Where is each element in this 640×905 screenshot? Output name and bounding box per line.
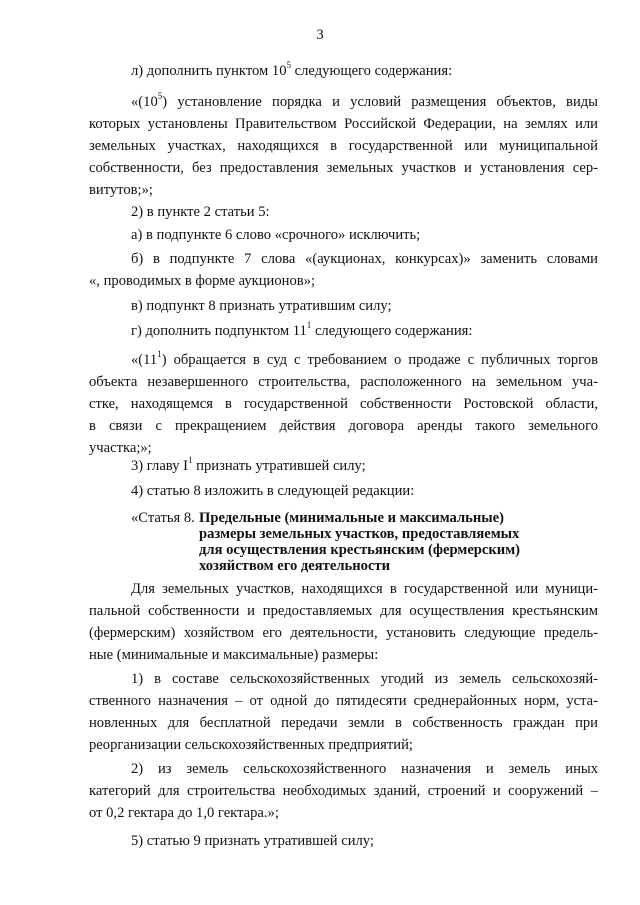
paragraph-line: (фермерским) хозяйством его деятельности, установить следующие предель- (89, 625, 598, 641)
paragraph-line: витутов;»; (89, 182, 153, 198)
paragraph-text: г) дополнить подпунктом 11 (131, 323, 307, 339)
paragraph-g (89, 320, 598, 342)
paragraph-text: следующего содержания: (314, 323, 473, 339)
superscript: 1 (188, 455, 193, 466)
paragraph-text: ) обращается в суд с требованием о продаже с публичных торгов (161, 352, 598, 368)
article-title-line: размеры земельных участков, предоставляемых (199, 526, 520, 542)
paragraph-line: а) в подпункте 6 слово «срочного» исключить; (131, 227, 421, 243)
paragraph-4 (89, 480, 598, 502)
paragraph-line: земельных участках, находящихся в государственной или муниципальной (89, 138, 598, 154)
paragraph-2 (89, 201, 598, 223)
paragraph-l (89, 60, 598, 82)
paragraph-10-5 (89, 91, 598, 201)
paragraph-text: следующего содержания: (294, 63, 453, 79)
paragraph-line: «, проводимых в форме аукционов»; (89, 273, 316, 289)
superscript: 5 (157, 91, 163, 102)
superscript: 5 (286, 60, 292, 71)
paragraph-1 (89, 668, 598, 756)
article-title-line: для осуществления крестьянским (фермерским) (199, 542, 521, 558)
paragraph-text: признать утратившей силу; (196, 458, 366, 474)
paragraph-line: категорий для строительства необходимых зданий, строений и сооружений – (89, 783, 598, 799)
paragraph-2b (89, 758, 598, 824)
paragraph-text: ) установление порядка и условий размещения объектов, виды (162, 94, 598, 110)
paragraph-line: собственности, без предоставления земельных участков и установления сер- (89, 160, 598, 176)
article-label: «Статья 8. (131, 510, 195, 526)
paragraph-line: 2) из земель сельскохозяйственного назначения и земель иных (131, 761, 598, 777)
paragraph-line: реорганизации сельскохозяйственных предприятий; (89, 737, 413, 753)
paragraph-line: пальной собственности и предоставляемых для осуществления крестьянским (89, 603, 598, 619)
paragraph-line: 5) статью 9 признать утратившей силу; (131, 833, 374, 849)
paragraph-text: 3) главу I (131, 458, 189, 474)
paragraph-line: Для земельных участков, находящихся в государственной или муници- (131, 581, 598, 597)
paragraph-line: в связи с прекращением действия договора аренды такого земельного (89, 418, 598, 434)
paragraph-line: участка;»; (89, 440, 152, 456)
paragraph-line: которых установлены Правительством Российской Федерации, на землях или (89, 116, 598, 132)
paragraph-text: «(11 (131, 352, 158, 368)
paragraph-line: ные (минимальные и максимальные) размеры: (89, 647, 379, 663)
paragraph-line: от 0,2 гектара до 1,0 гектара.»; (89, 805, 279, 821)
paragraph-line: ственного назначения – от одной до пятидесяти среднерайонных норм, уста- (89, 693, 598, 709)
page-number: 3 (316, 27, 324, 43)
paragraph-line: б) в подпункте 7 слова «(аукционах, конкурсах)» заменить словами (131, 251, 598, 267)
paragraph-line: 1) в составе сельскохозяйственных угодий из земель сельскохозяй- (131, 671, 598, 687)
paragraph-b (89, 248, 598, 292)
paragraph-3 (89, 455, 598, 477)
paragraph-text: л) дополнить пунктом 10 (131, 63, 287, 79)
paragraph-11-1 (89, 349, 598, 459)
paragraph-v (89, 295, 598, 317)
paragraph-line: в) подпункт 8 признать утратившим силу; (131, 298, 392, 314)
paragraph-5 (89, 830, 598, 852)
article-title-line: хозяйством его деятельности (199, 558, 390, 574)
paragraph-line: объекта незавершенного строительства, расположенного на земельном уча- (89, 374, 598, 390)
paragraph-text: «(10 (131, 94, 158, 110)
paragraph-line: 4) статью 8 изложить в следующей редакции: (131, 483, 415, 499)
superscript: 1 (306, 320, 312, 331)
superscript: 1 (157, 349, 162, 360)
paragraph-line: 2) в пункте 2 статьи 5: (131, 204, 270, 220)
paragraph-line: стке, находящемся в государственной собственности Ростовской области, (89, 396, 598, 412)
paragraph-line: новленных для бесплатной передачи земли в собственность граждан при (89, 715, 598, 731)
paragraph-a (89, 224, 598, 246)
article-title-line: Предельные (минимальные и максимальные) (199, 510, 505, 526)
paragraph-intro (89, 578, 598, 666)
article-heading (131, 510, 601, 574)
